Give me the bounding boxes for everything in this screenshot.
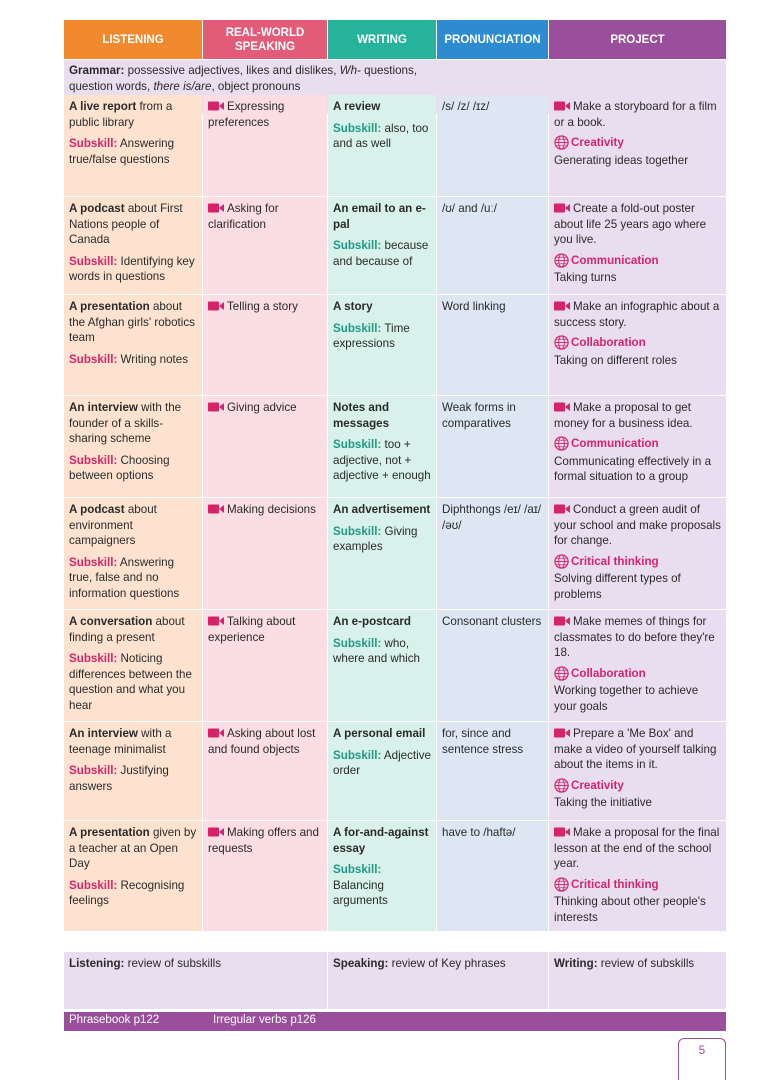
grammar-text-a: possessive adjectives, likes and dislikes, [124, 64, 340, 77]
video-camera-icon [554, 504, 570, 514]
writing-subskill [333, 524, 431, 555]
listening-title: An interview [69, 727, 138, 740]
subskill-label: Subskill: [69, 764, 118, 777]
listening-title: A conversation [69, 615, 153, 628]
project-skill-desc: Taking on different roles [554, 353, 677, 367]
review-writing-label: Writing: [554, 957, 598, 970]
subskill-label: Subskill: [333, 438, 382, 451]
header-listening: LISTENING [64, 20, 202, 59]
review-row [64, 952, 726, 1009]
project-skill [554, 335, 721, 351]
writing-cell [328, 396, 436, 497]
speaking-text: Asking for clarification [208, 202, 279, 231]
speaking-cell [203, 295, 327, 395]
writing-title: Notes and messages [333, 401, 390, 430]
video-camera-icon [208, 203, 224, 213]
listening-desc: with a teenage minimalist [69, 727, 172, 756]
subskill-label: Subskill: [333, 524, 382, 538]
pronunciation-cell [437, 295, 548, 395]
project-skill-desc: Generating ideas together [554, 153, 689, 167]
pronunciation-cell [437, 498, 548, 609]
listening-title: A presentation [69, 826, 150, 839]
project-task: Conduct a green audit of your school and make proposals for change. [554, 503, 721, 547]
review-listening-text: review of subskills [124, 957, 222, 970]
project-skill [554, 436, 721, 452]
video-camera-icon [208, 827, 224, 837]
pronunciation-cell [437, 610, 548, 721]
skill-name: Collaboration [571, 336, 646, 349]
phrasebook-link[interactable]: Phrasebook p122 [69, 1014, 160, 1026]
subskill-label: Subskill: [333, 748, 382, 762]
skill-name: Communication [571, 253, 659, 267]
speaking-cell [203, 95, 327, 196]
project-task: Make a proposal to get money for a business idea. [554, 401, 693, 430]
subskill-text: too + adjective, not + adjective + enough [333, 438, 431, 482]
globe-icon [554, 778, 569, 793]
header-project: PROJECT [549, 20, 726, 59]
globe-icon [554, 436, 569, 451]
listening-cell [64, 95, 202, 196]
pronunciation-cell [437, 197, 548, 294]
video-camera-icon [554, 101, 570, 111]
globe-icon [554, 335, 569, 350]
project-cell [549, 396, 726, 497]
project-task: Make a storyboard for a film or a book. [554, 100, 717, 129]
project-task: Make memes of things for classmates to do before they're 18. [554, 615, 715, 659]
subskill-label: Subskill: [69, 453, 118, 467]
listening-subskill [69, 763, 197, 794]
writing-cell [328, 295, 436, 395]
writing-subskill [333, 862, 431, 909]
listening-desc: from a public library [69, 100, 173, 129]
video-camera-icon [208, 101, 224, 111]
subskill-text: Answering true/false questions [69, 137, 175, 166]
video-camera-icon [554, 203, 570, 213]
grammar-label: Grammar: [69, 64, 125, 77]
project-cell [549, 95, 726, 196]
listening-desc: with the founder of a skills-sharing scheme [69, 401, 182, 445]
video-camera-icon [208, 728, 224, 738]
project-skill-desc: Working together to achieve your goals [554, 684, 699, 713]
skill-name: Communication [571, 437, 659, 450]
listening-desc: about environment campaigners [69, 503, 157, 547]
speaking-text: Making offers and requests [208, 826, 319, 855]
skill-name: Critical thinking [571, 877, 659, 891]
project-task: Make an infographic about a success story. [554, 300, 720, 329]
subskill-label: Subskill: [69, 555, 118, 569]
writing-title: A personal email [333, 727, 426, 740]
review-listening [64, 952, 327, 1009]
project-skill [554, 778, 721, 794]
writing-title: A for-and-against essay [333, 826, 429, 855]
header-writing: WRITING [328, 20, 436, 59]
speaking-cell [203, 821, 327, 931]
listening-subskill [69, 254, 197, 285]
listening-subskill [69, 136, 197, 167]
subskill-label: Subskill: [69, 352, 118, 366]
speaking-cell [203, 722, 327, 820]
project-cell [549, 295, 726, 395]
speaking-cell [203, 610, 327, 721]
project-skill [554, 135, 721, 151]
listening-cell [64, 295, 202, 395]
globe-icon [554, 877, 569, 892]
video-camera-icon [554, 402, 570, 412]
speaking-text: Talking about experience [208, 615, 296, 644]
header-pronunciation: PRONUNCIATION [437, 20, 548, 59]
speaking-cell [203, 197, 327, 294]
listening-title: A presentation [69, 300, 150, 313]
video-camera-icon [208, 616, 224, 626]
project-skill [554, 554, 721, 570]
subskill-label: Subskill: [69, 254, 118, 268]
unit-row [64, 821, 726, 931]
header-speaking: REAL-WORLD SPEAKING [203, 20, 327, 59]
video-camera-icon [554, 301, 570, 311]
subskill-label: Subskill: [69, 137, 118, 150]
globe-icon [554, 135, 569, 150]
pronunciation-text: Word linking [442, 300, 506, 313]
review-writing-text: review of subskills [597, 957, 695, 970]
writing-cell [328, 610, 436, 721]
unit-row [64, 95, 726, 196]
project-skill-desc: Communicating effectively in a formal situation to a group [554, 454, 712, 483]
writing-cell [328, 95, 436, 196]
review-writing [549, 952, 726, 1009]
writing-title: A story [333, 300, 373, 313]
writing-title: An email to an e-pal [333, 202, 426, 231]
subskill-text: Recognising feelings [69, 878, 185, 907]
page-number: 5 [678, 1038, 726, 1080]
writing-cell [328, 197, 436, 294]
grammar-there: there is/are [153, 79, 212, 93]
project-skill [554, 877, 721, 893]
globe-icon [554, 666, 569, 681]
listening-title: A live report [69, 100, 137, 113]
project-task: Make a proposal for the final lesson at the end of the school year. [554, 826, 720, 870]
unit-row [64, 295, 726, 395]
video-camera-icon [554, 616, 570, 626]
project-skill [554, 253, 721, 269]
subskill-text: who, where and which [333, 636, 421, 665]
video-camera-icon [208, 402, 224, 412]
project-skill-desc: Solving different types of problems [554, 572, 681, 601]
subskill-text: also, too and as well [333, 121, 429, 150]
unit-row [64, 396, 726, 497]
writing-subskill [333, 748, 431, 779]
writing-title: An e-postcard [333, 615, 411, 628]
speaking-text: Giving advice [227, 401, 297, 414]
writing-subskill [333, 636, 431, 667]
unit-row [64, 197, 726, 294]
speaking-cell [203, 498, 327, 609]
video-camera-icon [208, 301, 224, 311]
unit-row [64, 610, 726, 721]
subskill-label: Subskill: [333, 121, 382, 135]
pronunciation-cell [437, 95, 548, 196]
listening-title: An interview [69, 401, 138, 414]
listening-cell [64, 722, 202, 820]
pronunciation-text: Diphthongs /eɪ/ /aɪ/ /əʊ/ [442, 503, 542, 532]
subskill-text: Balancing arguments [333, 878, 388, 907]
subskill-text: Noticing differences between the question and what you hear [69, 652, 192, 712]
project-skill [554, 666, 721, 682]
writing-subskill [333, 437, 431, 484]
listening-subskill [69, 878, 197, 909]
subskill-label: Subskill: [69, 878, 118, 892]
listening-desc: about First Nations people of Canada [69, 202, 183, 246]
listening-subskill [69, 651, 197, 713]
listening-title: A podcast [69, 503, 125, 516]
footer-bar [64, 1012, 726, 1031]
subskill-label: Subskill: [333, 321, 382, 335]
pronunciation-text: /s/ /z/ /ɪz/ [442, 100, 490, 113]
review-speaking-text: review of Key phrases [388, 957, 506, 970]
review-speaking [328, 952, 548, 1009]
writing-subskill [333, 321, 431, 352]
speaking-text: Making decisions [227, 503, 316, 516]
subskill-label: Subskill: [69, 652, 118, 665]
speaking-cell [203, 396, 327, 497]
listening-desc: about finding a present [69, 615, 185, 644]
subskill-text: Answering true, false and no information questions [69, 555, 180, 600]
listening-desc: given by a teacher at an Open Day [69, 826, 197, 870]
subskill-text: Writing notes [117, 352, 188, 366]
project-cell [549, 498, 726, 609]
subskill-text: Adjective order [333, 748, 431, 777]
writing-subskill [333, 121, 431, 152]
listening-cell [64, 396, 202, 497]
listening-cell [64, 821, 202, 931]
listening-title: A podcast [69, 202, 125, 215]
listening-cell [64, 610, 202, 721]
video-camera-icon [554, 728, 570, 738]
pronunciation-text: have to /haftə/ [442, 826, 516, 839]
listening-cell [64, 498, 202, 609]
project-skill-desc: Thinking about other people's interests [554, 895, 706, 924]
writing-title: An advertisement [333, 503, 431, 516]
subskill-text: Choosing between options [69, 453, 170, 482]
review-speaking-label: Speaking: [333, 957, 389, 970]
subskill-text: Time expressions [333, 321, 410, 350]
skill-name: Creativity [571, 778, 624, 792]
pronunciation-cell [437, 396, 548, 497]
project-cell [549, 722, 726, 820]
skill-name: Creativity [571, 136, 624, 149]
grammar-text-b: questions, question words, [69, 64, 417, 93]
subskill-text: because and because of [333, 239, 429, 268]
writing-cell [328, 722, 436, 820]
speaking-text: Expressing preferences [208, 100, 285, 129]
listening-subskill [69, 352, 197, 368]
project-cell [549, 610, 726, 721]
project-cell [549, 821, 726, 931]
skill-name: Collaboration [571, 666, 646, 680]
grammar-text-c: , object pronouns [211, 79, 301, 93]
grammar-wh: Wh- [339, 64, 361, 77]
pronunciation-text: for, since and sentence stress [442, 727, 524, 756]
pronunciation-text: Weak forms in comparatives [442, 401, 516, 430]
subskill-label: Subskill: [333, 863, 382, 876]
irregular-verbs-link[interactable]: Irregular verbs p126 [213, 1014, 316, 1026]
listening-cell [64, 197, 202, 294]
speaking-text: Telling a story [227, 300, 298, 313]
subskill-label: Subskill: [333, 636, 382, 650]
writing-cell [328, 821, 436, 931]
project-skill-desc: Taking the initiative [554, 796, 652, 809]
writing-cell [328, 498, 436, 609]
listening-desc: about the Afghan girls' robotics team [69, 300, 195, 344]
globe-icon [554, 253, 569, 268]
unit-row [64, 722, 726, 820]
subskill-text: Justifying answers [69, 764, 169, 793]
pronunciation-cell [437, 821, 548, 931]
subskill-text: Giving examples [333, 524, 418, 553]
writing-title: A review [333, 100, 381, 113]
pronunciation-text: /ʊ/ and /uː/ [442, 202, 497, 215]
listening-subskill [69, 453, 197, 484]
video-camera-icon [208, 504, 224, 514]
project-task: Create a fold-out poster about life 25 years ago where you live. [554, 202, 707, 246]
speaking-text: Asking about lost and found objects [208, 727, 316, 756]
review-listening-label: Listening: [69, 957, 125, 970]
skill-name: Critical thinking [571, 554, 659, 568]
globe-icon [554, 554, 569, 569]
subskill-label: Subskill: [333, 239, 382, 252]
unit-row [64, 498, 726, 609]
listening-subskill [69, 555, 197, 602]
pronunciation-cell [437, 722, 548, 820]
project-skill-desc: Taking turns [554, 271, 617, 284]
writing-subskill [333, 238, 431, 269]
project-task: Prepare a 'Me Box' and make a video of yourself talking about the items in it. [554, 727, 717, 771]
project-cell [549, 197, 726, 294]
video-camera-icon [554, 827, 570, 837]
subskill-text: Identifying key words in questions [69, 254, 195, 283]
pronunciation-text: Consonant clusters [442, 615, 542, 628]
header-row [64, 20, 726, 59]
